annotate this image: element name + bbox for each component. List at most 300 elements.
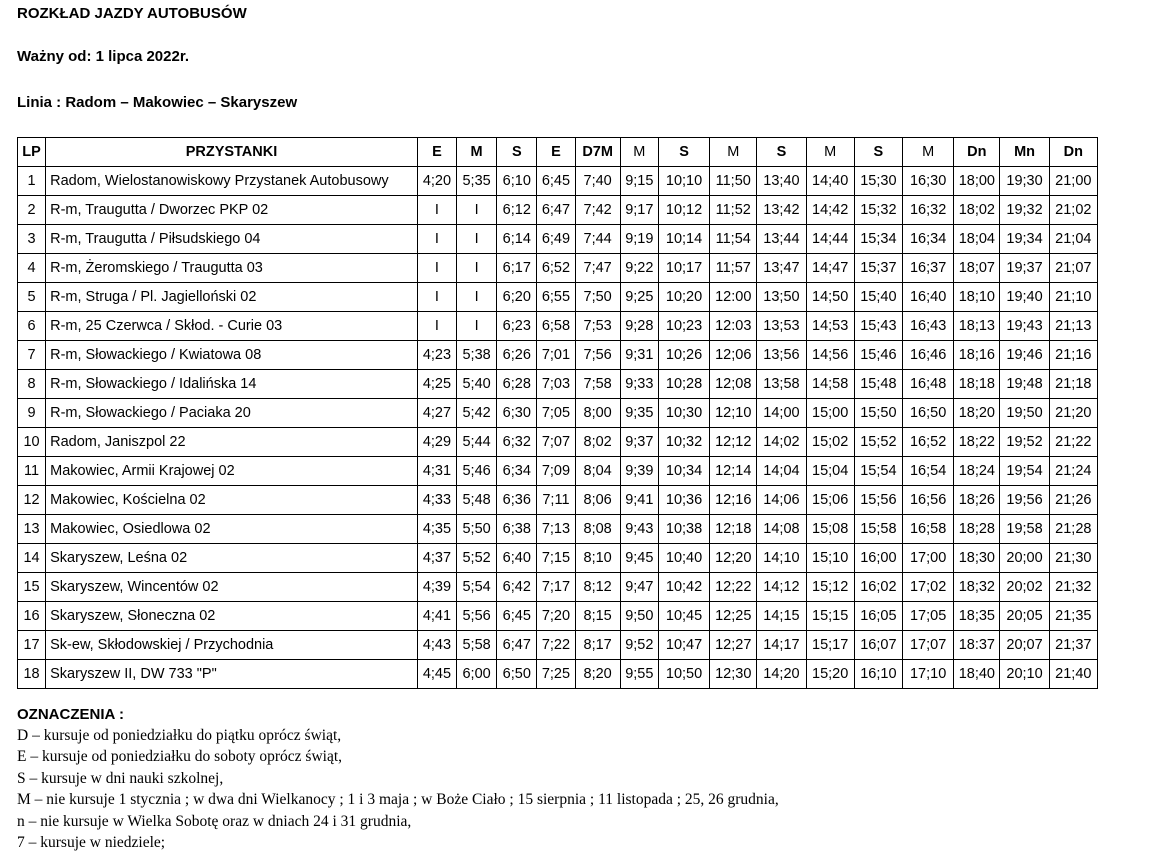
departure-time: 19;54 — [1000, 457, 1049, 486]
departure-time: 14;53 — [806, 312, 854, 341]
departure-time: 15;52 — [854, 428, 902, 457]
departure-time: 6;17 — [497, 254, 537, 283]
departure-time: 15;50 — [854, 399, 902, 428]
row-number: 11 — [18, 457, 46, 486]
row-number: 13 — [18, 515, 46, 544]
departure-time: 18;26 — [954, 486, 1000, 515]
departure-time: I — [457, 283, 497, 312]
departure-time: 6;42 — [497, 573, 537, 602]
departure-time: 10;32 — [658, 428, 709, 457]
departure-time: 15;06 — [806, 486, 854, 515]
departure-time: 20;10 — [1000, 660, 1049, 689]
departure-time: 7;22 — [537, 631, 575, 660]
departure-time: 12;22 — [710, 573, 757, 602]
column-header-course: M — [620, 138, 658, 167]
column-header-course: S — [658, 138, 709, 167]
departure-time: 16;10 — [854, 660, 902, 689]
departure-time: 12:00 — [710, 283, 757, 312]
departure-time: 18;07 — [954, 254, 1000, 283]
departure-time: 6;52 — [537, 254, 575, 283]
departure-time: 9;35 — [620, 399, 658, 428]
departure-time: 7;58 — [575, 370, 620, 399]
departure-time: 13;53 — [757, 312, 806, 341]
departure-time: 7;07 — [537, 428, 575, 457]
departure-time: 10;14 — [658, 225, 709, 254]
departure-time: 9;15 — [620, 167, 658, 196]
departure-time: 10;50 — [658, 660, 709, 689]
departure-time: 10;12 — [658, 196, 709, 225]
departure-time: 6;38 — [497, 515, 537, 544]
row-number: 3 — [18, 225, 46, 254]
table-row — [18, 225, 1098, 254]
row-number: 2 — [18, 196, 46, 225]
departure-time: 12;06 — [710, 341, 757, 370]
departure-time: 16;52 — [903, 428, 954, 457]
departure-time: 19;52 — [1000, 428, 1049, 457]
departure-time: 10;36 — [658, 486, 709, 515]
departure-time: 10;17 — [658, 254, 709, 283]
column-header-course: M — [903, 138, 954, 167]
row-number: 18 — [18, 660, 46, 689]
column-header-course: M — [457, 138, 497, 167]
departure-time: 4;25 — [417, 370, 456, 399]
departure-time: 6;14 — [497, 225, 537, 254]
departure-time: 16;40 — [903, 283, 954, 312]
column-header-course: Dn — [1049, 138, 1097, 167]
departure-time: 10;23 — [658, 312, 709, 341]
row-number: 6 — [18, 312, 46, 341]
departure-time: 19;48 — [1000, 370, 1049, 399]
departure-time: 6;45 — [537, 167, 575, 196]
departure-time: 5;50 — [457, 515, 497, 544]
departure-time: 16;07 — [854, 631, 902, 660]
departure-time: 5;56 — [457, 602, 497, 631]
row-number: 7 — [18, 341, 46, 370]
departure-time: 7;42 — [575, 196, 620, 225]
departure-time: 15;32 — [854, 196, 902, 225]
departure-time: 7;09 — [537, 457, 575, 486]
row-number: 12 — [18, 486, 46, 515]
departure-time: 6;49 — [537, 225, 575, 254]
column-header-course: M — [806, 138, 854, 167]
stop-name: Skaryszew, Wincentów 02 — [46, 573, 418, 602]
departure-time: 14;44 — [806, 225, 854, 254]
departure-time: 18;35 — [954, 602, 1000, 631]
departure-time: 13;47 — [757, 254, 806, 283]
departure-time: 18;30 — [954, 544, 1000, 573]
departure-time: 16;43 — [903, 312, 954, 341]
departure-time: 6;47 — [537, 196, 575, 225]
departure-time: 21;20 — [1049, 399, 1097, 428]
departure-time: 6;55 — [537, 283, 575, 312]
departure-time: 15;12 — [806, 573, 854, 602]
departure-time: 15;20 — [806, 660, 854, 689]
departure-time: 15;40 — [854, 283, 902, 312]
legend-item: M – nie kursuje 1 stycznia ; w dwa dni Wielkanocy ; 1 i 3 maja ; w Boże Ciało ; 15 sierpnia ; 11 listopada ; 25, 26 grudnia, — [17, 791, 779, 809]
departure-time: 4;27 — [417, 399, 456, 428]
departure-time: 13;56 — [757, 341, 806, 370]
stop-name: R-m, Traugutta / Piłsudskiego 04 — [46, 225, 418, 254]
departure-time: I — [457, 196, 497, 225]
departure-time: 6;50 — [497, 660, 537, 689]
departure-time: 9;37 — [620, 428, 658, 457]
departure-time: 21;22 — [1049, 428, 1097, 457]
table-row — [18, 312, 1098, 341]
column-header-course: S — [497, 138, 537, 167]
departure-time: 8;00 — [575, 399, 620, 428]
departure-time: 9;33 — [620, 370, 658, 399]
departure-time: 6;23 — [497, 312, 537, 341]
departure-time: 13;42 — [757, 196, 806, 225]
departure-time: 9;55 — [620, 660, 658, 689]
departure-time: 17;00 — [903, 544, 954, 573]
departure-time: 16;54 — [903, 457, 954, 486]
column-header-course: Mn — [1000, 138, 1049, 167]
stop-name: R-m, 25 Czerwca / Skłod. - Curie 03 — [46, 312, 418, 341]
table-row — [18, 370, 1098, 399]
departure-time: 5;35 — [457, 167, 497, 196]
departure-time: 16;34 — [903, 225, 954, 254]
departure-time: 18;20 — [954, 399, 1000, 428]
departure-time: 14;50 — [806, 283, 854, 312]
departure-time: 7;05 — [537, 399, 575, 428]
row-number: 5 — [18, 283, 46, 312]
departure-time: 12;25 — [710, 602, 757, 631]
departure-time: 7;50 — [575, 283, 620, 312]
table-row — [18, 660, 1098, 689]
column-header-course: S — [757, 138, 806, 167]
departure-time: 20;00 — [1000, 544, 1049, 573]
departure-time: 21;24 — [1049, 457, 1097, 486]
departure-time: 7;40 — [575, 167, 620, 196]
departure-time: 10;30 — [658, 399, 709, 428]
departure-time: 19;43 — [1000, 312, 1049, 341]
legend-heading: OZNACZENIA : — [17, 706, 124, 723]
departure-time: 15;00 — [806, 399, 854, 428]
departure-time: 8;15 — [575, 602, 620, 631]
legend-item: n – nie kursuje w Wielka Sobotę oraz w dniach 24 i 31 grudnia, — [17, 812, 412, 830]
departure-time: 14;12 — [757, 573, 806, 602]
departure-time: 19;58 — [1000, 515, 1049, 544]
legend-item: S – kursuje w dni nauki szkolnej, — [17, 769, 224, 787]
departure-time: 21;00 — [1049, 167, 1097, 196]
departure-time: 21;30 — [1049, 544, 1097, 573]
table-row — [18, 428, 1098, 457]
departure-time: 14;40 — [806, 167, 854, 196]
row-number: 14 — [18, 544, 46, 573]
departure-time: 8;10 — [575, 544, 620, 573]
departure-time: 7;56 — [575, 341, 620, 370]
departure-time: 4;31 — [417, 457, 456, 486]
departure-time: 6;00 — [457, 660, 497, 689]
departure-time: 6;26 — [497, 341, 537, 370]
departure-time: 10;26 — [658, 341, 709, 370]
departure-time: 5;38 — [457, 341, 497, 370]
stop-name: Makowiec, Kościelna 02 — [46, 486, 418, 515]
departure-time: 18;02 — [954, 196, 1000, 225]
departure-time: 7;03 — [537, 370, 575, 399]
departure-time: I — [417, 283, 456, 312]
departure-time: 11;50 — [710, 167, 757, 196]
table-row — [18, 283, 1098, 312]
departure-time: 4;29 — [417, 428, 456, 457]
departure-time: 12;27 — [710, 631, 757, 660]
departure-time: 5;42 — [457, 399, 497, 428]
departure-time: 9;50 — [620, 602, 658, 631]
departure-time: 14;10 — [757, 544, 806, 573]
table-row — [18, 341, 1098, 370]
departure-time: 7;11 — [537, 486, 575, 515]
column-header-course: Dn — [954, 138, 1000, 167]
stop-name: R-m, Słowackiego / Paciaka 20 — [46, 399, 418, 428]
departure-time: 4;23 — [417, 341, 456, 370]
departure-time: 21;04 — [1049, 225, 1097, 254]
departure-time: 19;50 — [1000, 399, 1049, 428]
departure-time: 9;19 — [620, 225, 658, 254]
departure-time: 12;18 — [710, 515, 757, 544]
column-header-course: D7M — [575, 138, 620, 167]
column-header-course: S — [854, 138, 902, 167]
departure-time: 21;37 — [1049, 631, 1097, 660]
departure-time: 10;28 — [658, 370, 709, 399]
departure-time: 5;40 — [457, 370, 497, 399]
row-number: 16 — [18, 602, 46, 631]
departure-time: 9;17 — [620, 196, 658, 225]
departure-time: 9;39 — [620, 457, 658, 486]
departure-time: 21;07 — [1049, 254, 1097, 283]
departure-time: 8;06 — [575, 486, 620, 515]
departure-time: 20;07 — [1000, 631, 1049, 660]
departure-time: 14;42 — [806, 196, 854, 225]
departure-time: 14;17 — [757, 631, 806, 660]
departure-time: I — [417, 254, 456, 283]
departure-time: 17;05 — [903, 602, 954, 631]
departure-time: 12;16 — [710, 486, 757, 515]
departure-time: 8;12 — [575, 573, 620, 602]
departure-time: 19;37 — [1000, 254, 1049, 283]
departure-time: 19;32 — [1000, 196, 1049, 225]
departure-time: 12;20 — [710, 544, 757, 573]
departure-time: 16;05 — [854, 602, 902, 631]
departure-time: 19;34 — [1000, 225, 1049, 254]
stop-name: Skaryszew, Słoneczna 02 — [46, 602, 418, 631]
departure-time: 17;10 — [903, 660, 954, 689]
departure-time: I — [417, 196, 456, 225]
stop-name: Skaryszew, Leśna 02 — [46, 544, 418, 573]
table-row — [18, 515, 1098, 544]
stop-name: R-m, Struga / Pl. Jagielloński 02 — [46, 283, 418, 312]
departure-time: 12;10 — [710, 399, 757, 428]
legend-item: D – kursuje od poniedziałku do piątku oprócz świąt, — [17, 727, 342, 744]
departure-time: 14;00 — [757, 399, 806, 428]
stop-name: Sk-ew, Skłodowskiej / Przychodnia — [46, 631, 418, 660]
departure-time: 10;45 — [658, 602, 709, 631]
departure-time: 6;32 — [497, 428, 537, 457]
departure-time: 18;32 — [954, 573, 1000, 602]
departure-time: 16;58 — [903, 515, 954, 544]
departure-time: 21;32 — [1049, 573, 1097, 602]
departure-time: 9;43 — [620, 515, 658, 544]
legend — [17, 705, 779, 853]
departure-time: 10;34 — [658, 457, 709, 486]
departure-time: 4;35 — [417, 515, 456, 544]
departure-time: 16;48 — [903, 370, 954, 399]
departure-time: 4;43 — [417, 631, 456, 660]
departure-time: 6;36 — [497, 486, 537, 515]
departure-time: 15;34 — [854, 225, 902, 254]
table-row — [18, 573, 1098, 602]
departure-time: 6;34 — [497, 457, 537, 486]
departure-time: 7;15 — [537, 544, 575, 573]
departure-time: 10;47 — [658, 631, 709, 660]
departure-time: 16;30 — [903, 167, 954, 196]
departure-time: 8;17 — [575, 631, 620, 660]
departure-time: 15;37 — [854, 254, 902, 283]
departure-time: 15;08 — [806, 515, 854, 544]
departure-time: 15;43 — [854, 312, 902, 341]
table-row — [18, 254, 1098, 283]
stop-name: Makowiec, Armii Krajowej 02 — [46, 457, 418, 486]
document-title: ROZKŁAD JAZDY AUTOBUSÓW — [17, 5, 247, 22]
departure-time: 18;22 — [954, 428, 1000, 457]
departure-time: 8;08 — [575, 515, 620, 544]
departure-time: 4;45 — [417, 660, 456, 689]
departure-time: 5;46 — [457, 457, 497, 486]
departure-time: 21;02 — [1049, 196, 1097, 225]
departure-time: 16;32 — [903, 196, 954, 225]
departure-time: 9;52 — [620, 631, 658, 660]
departure-time: 14;20 — [757, 660, 806, 689]
departure-time: 6;45 — [497, 602, 537, 631]
departure-time: 7;53 — [575, 312, 620, 341]
column-header-course: E — [417, 138, 456, 167]
departure-time: 6;58 — [537, 312, 575, 341]
row-number: 8 — [18, 370, 46, 399]
table-row — [18, 602, 1098, 631]
departure-time: 9;47 — [620, 573, 658, 602]
departure-time: 12:03 — [710, 312, 757, 341]
departure-time: I — [417, 225, 456, 254]
departure-time: 18;10 — [954, 283, 1000, 312]
departure-time: 15;46 — [854, 341, 902, 370]
departure-time: I — [417, 312, 456, 341]
stop-name: R-m, Traugutta / Dworzec PKP 02 — [46, 196, 418, 225]
column-header-course: M — [710, 138, 757, 167]
departure-time: 16;50 — [903, 399, 954, 428]
departure-time: 8;02 — [575, 428, 620, 457]
departure-time: 21;13 — [1049, 312, 1097, 341]
departure-time: 18;28 — [954, 515, 1000, 544]
departure-time: 10;42 — [658, 573, 709, 602]
departure-time: 16;02 — [854, 573, 902, 602]
departure-time: 13;40 — [757, 167, 806, 196]
departure-time: 15;02 — [806, 428, 854, 457]
departure-time: 13;44 — [757, 225, 806, 254]
departure-time: 6;20 — [497, 283, 537, 312]
departure-time: 10;38 — [658, 515, 709, 544]
departure-time: I — [457, 254, 497, 283]
table-row — [18, 544, 1098, 573]
departure-time: 16;46 — [903, 341, 954, 370]
departure-time: 5;58 — [457, 631, 497, 660]
departure-time: 10;40 — [658, 544, 709, 573]
table-row — [18, 631, 1098, 660]
departure-time: I — [457, 312, 497, 341]
departure-time: 18;40 — [954, 660, 1000, 689]
departure-time: I — [457, 225, 497, 254]
departure-time: 9;41 — [620, 486, 658, 515]
timetable-header-row — [18, 138, 1098, 167]
departure-time: 15;15 — [806, 602, 854, 631]
departure-time: 18;00 — [954, 167, 1000, 196]
departure-time: 6;12 — [497, 196, 537, 225]
departure-time: 15;17 — [806, 631, 854, 660]
departure-time: 19;40 — [1000, 283, 1049, 312]
table-row — [18, 399, 1098, 428]
departure-time: 18:37 — [954, 631, 1000, 660]
departure-time: 4;39 — [417, 573, 456, 602]
departure-time: 4;20 — [417, 167, 456, 196]
departure-time: 14;15 — [757, 602, 806, 631]
departure-time: 15;04 — [806, 457, 854, 486]
departure-time: 14;47 — [806, 254, 854, 283]
departure-time: 9;45 — [620, 544, 658, 573]
departure-time: 12;14 — [710, 457, 757, 486]
departure-time: 11;57 — [710, 254, 757, 283]
departure-time: 13;50 — [757, 283, 806, 312]
table-row — [18, 457, 1098, 486]
table-row — [18, 167, 1098, 196]
departure-time: 19;46 — [1000, 341, 1049, 370]
legend-item: 7 – kursuje w niedziele; — [17, 834, 166, 852]
departure-time: 18;13 — [954, 312, 1000, 341]
departure-time: 21;40 — [1049, 660, 1097, 689]
departure-time: 21;18 — [1049, 370, 1097, 399]
departure-time: 7;13 — [537, 515, 575, 544]
legend-item: E – kursuje od poniedziałku do soboty oprócz świąt, — [17, 748, 343, 766]
departure-time: 6;28 — [497, 370, 537, 399]
column-header-course: E — [537, 138, 575, 167]
table-row — [18, 486, 1098, 515]
departure-time: 17;02 — [903, 573, 954, 602]
departure-time: 19;30 — [1000, 167, 1049, 196]
departure-time: 5;54 — [457, 573, 497, 602]
departure-time: 18;04 — [954, 225, 1000, 254]
departure-time: 20;05 — [1000, 602, 1049, 631]
departure-time: 21;10 — [1049, 283, 1097, 312]
departure-time: 19;56 — [1000, 486, 1049, 515]
departure-time: 16;56 — [903, 486, 954, 515]
departure-time: 6;30 — [497, 399, 537, 428]
row-number: 15 — [18, 573, 46, 602]
departure-time: 21;16 — [1049, 341, 1097, 370]
departure-time: 16;37 — [903, 254, 954, 283]
stop-name: R-m, Słowackiego / Idalińska 14 — [46, 370, 418, 399]
row-number: 9 — [18, 399, 46, 428]
departure-time: 5;48 — [457, 486, 497, 515]
departure-time: 5;44 — [457, 428, 497, 457]
departure-time: 6;47 — [497, 631, 537, 660]
departure-time: 7;20 — [537, 602, 575, 631]
departure-time: 12;08 — [710, 370, 757, 399]
departure-time: 12;12 — [710, 428, 757, 457]
column-header-stops: PRZYSTANKI — [46, 138, 418, 167]
departure-time: 11;54 — [710, 225, 757, 254]
departure-time: 13;58 — [757, 370, 806, 399]
departure-time: 11;52 — [710, 196, 757, 225]
departure-time: 7;47 — [575, 254, 620, 283]
departure-time: 9;25 — [620, 283, 658, 312]
